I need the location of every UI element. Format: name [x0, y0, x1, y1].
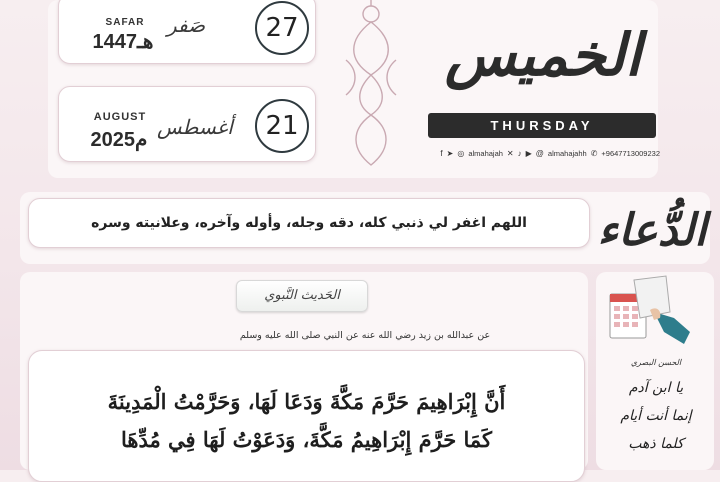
hijri-date-card	[58, 0, 316, 64]
gregorian-month-ar: أغسطس	[157, 115, 233, 139]
ornament-icon	[338, 0, 404, 170]
instagram-icon[interactable]: ◎	[457, 148, 465, 158]
gregorian-year: 2025م	[90, 129, 148, 151]
hadith-narrator: عن عبدالله بن زيد رضي الله عنه عن النبي صلى الله عليه وسلم	[239, 330, 491, 341]
x-icon[interactable]: ✕	[506, 148, 514, 158]
social-links	[420, 146, 660, 160]
gregorian-month-en: AUGUST	[93, 111, 147, 123]
hadith-line-2: كَمَا حَرَّمَ إِبْرَاهِيمُ مَكَّةَ، وَدَعَوْتُ لَهَا فِي مُدِّهَا	[120, 427, 493, 452]
threads-icon[interactable]: @	[535, 148, 544, 158]
hadith-line-1: أَنَّ إِبْرَاهِيمَ حَرَّمَ مَكَّةَ وَدَعَا لَهَا، وَحَرَّمْتُ الْمَدِينَةَ	[107, 389, 506, 414]
weekday-title-en: THURSDAY	[428, 113, 656, 138]
gregorian-day: 21	[255, 99, 309, 153]
phone-number[interactable]: +9647713009232	[601, 148, 660, 158]
gregorian-date-card	[58, 86, 316, 162]
dua-label: الدُّعاء	[597, 205, 707, 256]
dua-text: اللهم اغفر لي ذنبي كله، دقه وجله، وأوله وآخره، وعلانيته وسره	[28, 198, 590, 248]
social-handle-2[interactable]: almahajahh	[547, 148, 587, 158]
hadith-badge: الحَديث النَّبوي	[236, 280, 368, 312]
hijri-month-en: SAFAR	[105, 17, 145, 28]
weekday-title-ar: الخميس	[444, 21, 642, 89]
poem-line-1: يا ابن آدم	[628, 380, 684, 396]
hadith-card	[28, 350, 585, 482]
whatsapp-icon[interactable]: ✆	[590, 148, 598, 158]
calendar-hand-icon	[604, 272, 694, 350]
poem-author: الحسن البصري	[630, 358, 682, 367]
youtube-icon[interactable]: ▶	[525, 148, 532, 158]
hijri-day: 27	[255, 1, 309, 55]
social-handle-1[interactable]: almahajah	[468, 148, 503, 158]
hijri-year: 1447هـ	[92, 31, 154, 53]
telegram-icon[interactable]: ➤	[446, 148, 454, 158]
poem-line-2: إنما أنت أيام	[620, 408, 692, 424]
facebook-icon[interactable]: f	[440, 148, 443, 158]
poem-line-3: كلما ذهب	[628, 436, 684, 452]
tiktok-icon[interactable]: ♪	[517, 148, 522, 158]
hijri-month-ar: صَفر	[167, 13, 206, 37]
